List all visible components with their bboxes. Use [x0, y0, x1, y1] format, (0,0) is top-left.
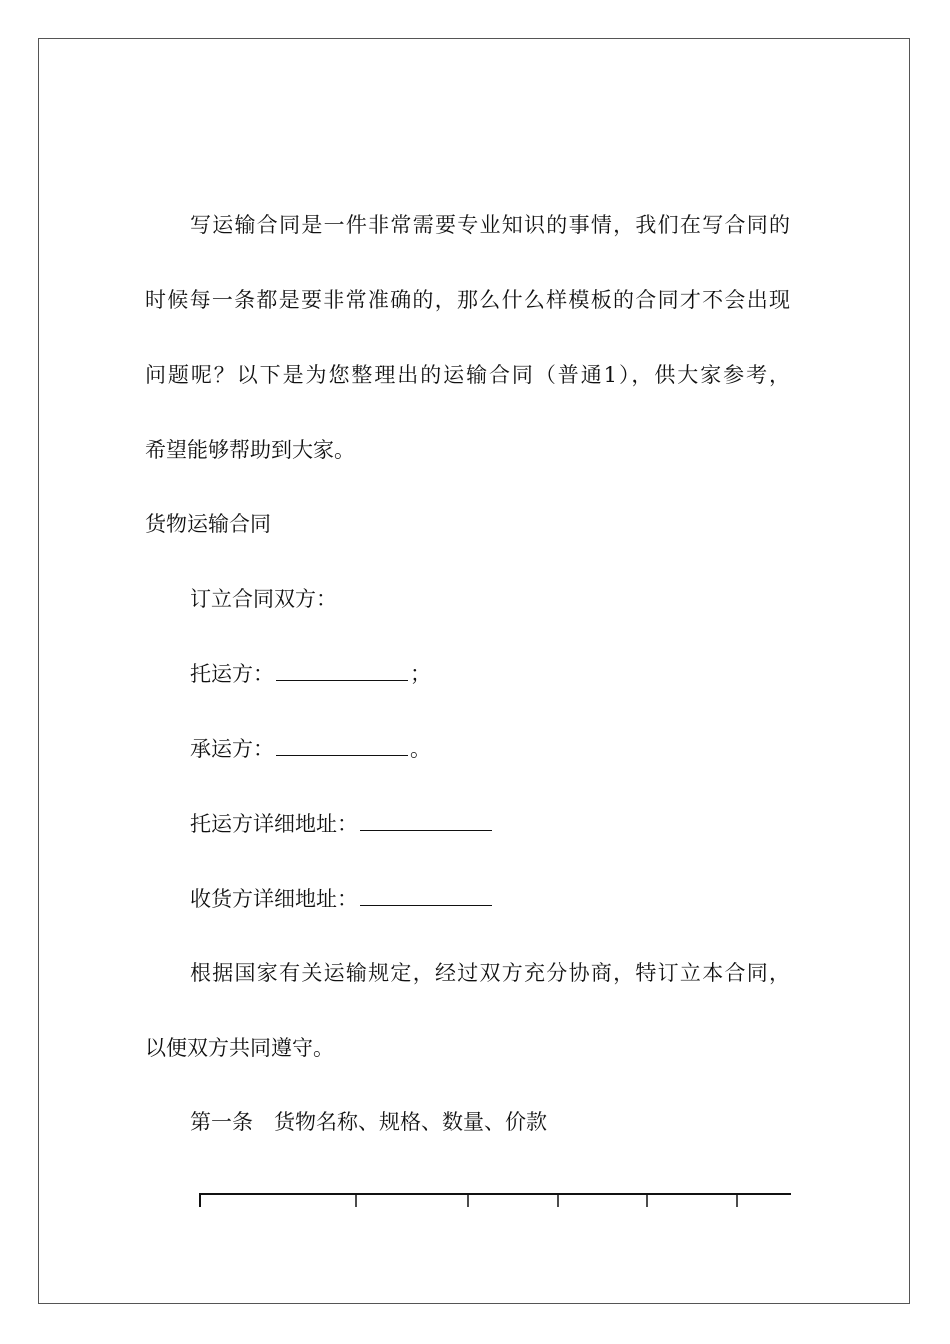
intro-line-4: 希望能够帮助到大家。	[145, 438, 355, 462]
shipper-label: 托运方：	[190, 662, 274, 686]
shipper-address-line	[190, 809, 494, 839]
basis-line-2: 以便双方共同遵守。	[145, 1036, 334, 1060]
document-title: 货物运输合同	[145, 512, 271, 536]
carrier-blank[interactable]	[276, 737, 408, 756]
basis-line-1: 根据国家有关运输规定，经过双方充分协商，特订立本合同，	[190, 961, 790, 985]
intro-line-3: 问题呢？以下是为您整理出的运输合同（普通1），供大家参考，	[145, 363, 790, 387]
intro-line-2: 时候每一条都是要非常准确的，那么什么样模板的合同才不会出现	[145, 288, 790, 312]
article-1-heading: 第一条 货物名称、规格、数量、价款	[190, 1110, 547, 1134]
intro-line-1: 写运输合同是一件非常需要专业知识的事情，我们在写合同的	[190, 213, 790, 237]
carrier-end: 。	[410, 737, 431, 761]
shipper-address-label: 托运方详细地址：	[190, 812, 358, 836]
goods-table-top-rule	[199, 1193, 791, 1207]
shipper-line	[190, 659, 431, 689]
parties-heading: 订立合同双方：	[190, 587, 337, 611]
carrier-line	[190, 734, 431, 764]
consignee-address-label: 收货方详细地址：	[190, 887, 358, 911]
shipper-address-blank[interactable]	[360, 812, 492, 831]
carrier-label: 承运方：	[190, 737, 274, 761]
shipper-end: ；	[410, 662, 431, 686]
shipper-blank[interactable]	[276, 662, 408, 681]
consignee-address-line	[190, 884, 494, 914]
consignee-address-blank[interactable]	[360, 887, 492, 906]
